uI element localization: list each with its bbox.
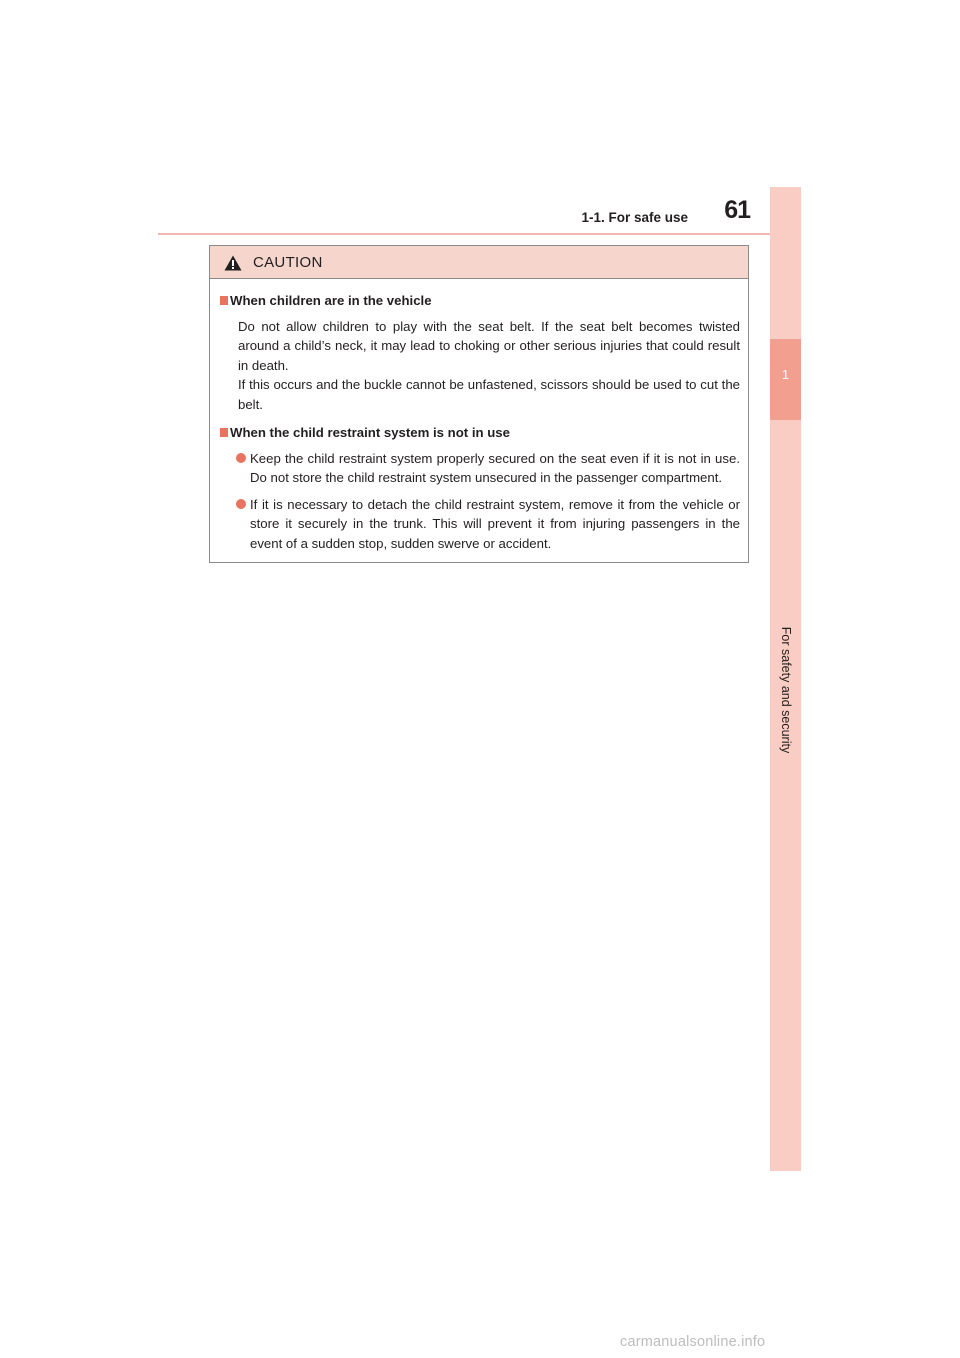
item-paragraph: If this occurs and the buckle cannot be unfastened, scissors should be used to cut the belt. (238, 377, 740, 412)
list-item (236, 449, 740, 488)
item-heading (220, 291, 740, 311)
page-number: 61 (724, 196, 750, 224)
watermark: carmanualsonline.info (620, 1334, 766, 1350)
item-heading (220, 423, 740, 443)
warning-triangle-icon (224, 255, 242, 271)
header-rule (158, 233, 800, 235)
caution-box (209, 245, 749, 563)
chapter-number: 1 (781, 367, 790, 382)
item-heading-text: When the child restraint system is not in use (230, 425, 510, 440)
caution-label: CAUTION (253, 254, 323, 271)
circle-bullet-icon (236, 453, 246, 463)
square-bullet-icon (220, 296, 228, 305)
square-bullet-icon (220, 428, 228, 437)
item-heading-text: When children are in the vehicle (230, 293, 432, 308)
list-item (236, 495, 740, 554)
item-paragraph: Do not allow children to play with the seat belt. If the seat belt becomes twisted around a child’s neck, it may lead to choking or other serious injuries that could result in death. (238, 318, 740, 373)
caution-header (210, 246, 748, 279)
list-item-text: Keep the child restraint system properly secured on the seat even if it is not in use. Do not store the child restraint system unsecured in the passenger compartment. (250, 450, 740, 485)
chapter-title (778, 626, 794, 754)
caution-body (210, 279, 748, 553)
list-item-text: If it is necessary to detach the child restraint system, remove it from the vehicle or store it securely in the trunk. This will prevent it from injuring passengers in the event of a sudden stop, sudden swerve or accident. (250, 496, 740, 551)
chapter-title-text: For safety and security (779, 626, 793, 754)
section-title: 1-1. For safe use (581, 210, 688, 225)
circle-bullet-icon (236, 499, 246, 509)
